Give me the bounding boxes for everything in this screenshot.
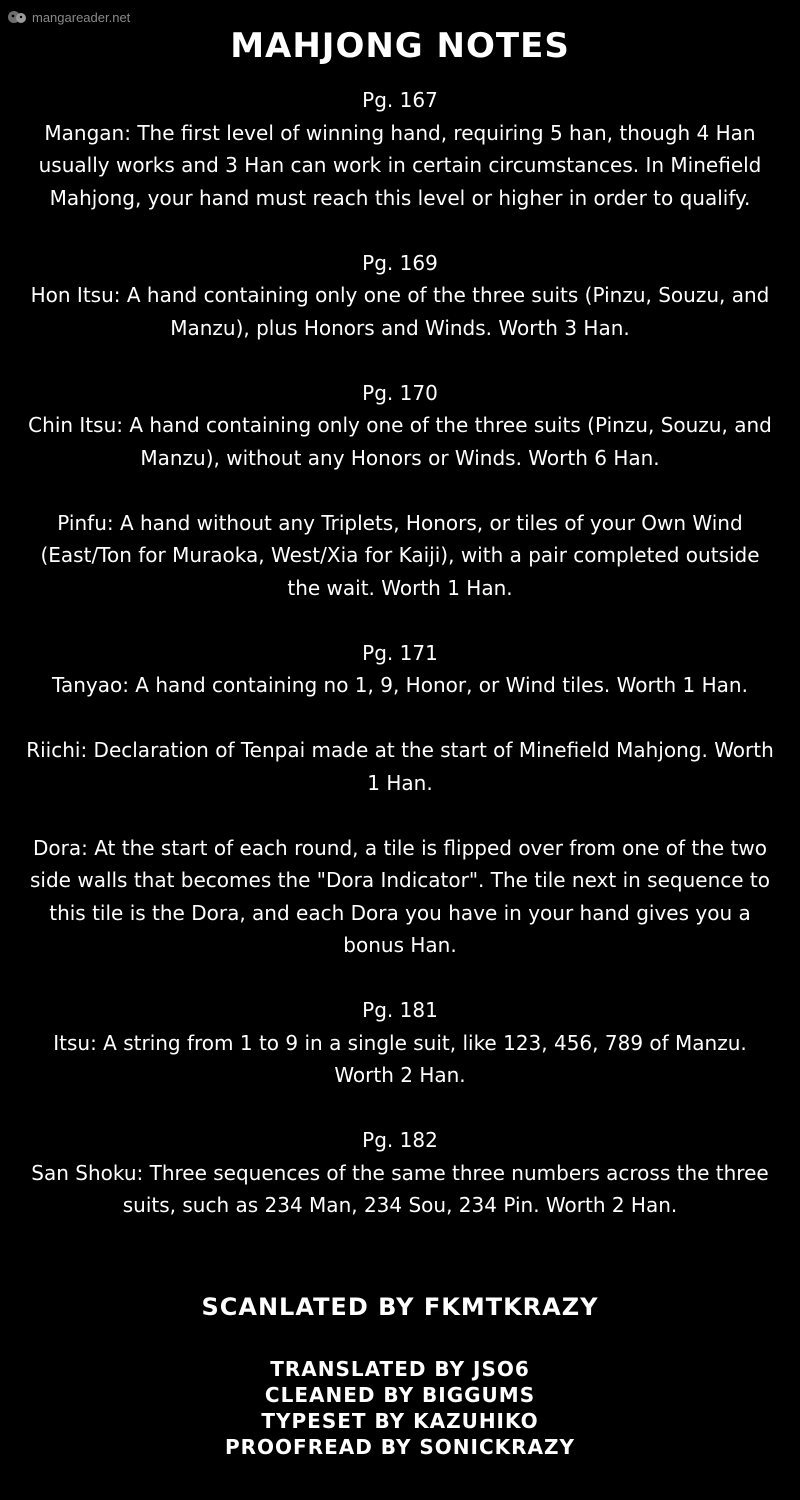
page-reference: Pg. 167 (362, 88, 438, 112)
section-gap (24, 962, 776, 995)
glossary-entry: Itsu: A string from 1 to 9 in a single suit, like 123, 456, 789 of Manzu. Worth 2 Han. (53, 1030, 747, 1087)
section-gap (24, 214, 776, 247)
section-gap (24, 1092, 776, 1125)
glossary-entry: Riichi: Declaration of Tenpai made at the start of Minefield Mahjong. Worth 1 Han. (26, 738, 774, 795)
watermark-text: mangareader.net (32, 9, 131, 25)
credits-heading: SCANLATED BY FKMTKRAZY (201, 1293, 599, 1321)
credits-list (0, 1356, 800, 1460)
entry-gap (24, 702, 776, 735)
section-gap (24, 604, 776, 637)
glossary-entry: San Shoku: Three sequences of the same three numbers across the three suits, such as 234 Man, 234 Sou, 234 Pin. Worth 2 Han. (31, 1160, 769, 1217)
page-reference: Pg. 171 (362, 640, 438, 665)
page-title: MAHJONG NOTES (230, 26, 570, 66)
credit-line: TYPESET BY KAZUHIKO (261, 1409, 539, 1433)
credit-line: CLEANED BY BIGGUMS (264, 1383, 536, 1407)
credit-line: TRANSLATED BY JSO6 (270, 1357, 530, 1381)
glossary-entry: Pinfu: A hand without any Triplets, Honors, or tiles of your Own Wind (East/Ton for Muraoka, West/Xia for Kaiji), with a pair completed outside the wait. Worth 1 Han. (40, 510, 760, 600)
credit-line: PROOFREAD BY SONICKRAZY (224, 1435, 576, 1459)
glossary-entry: Hon Itsu: A hand containing only one of the three suits (Pinzu, Souzu, and Manzu), plus Honors and Winds. Worth 3 Han. (30, 283, 770, 340)
glossary-entry: Dora: At the start of each round, a tile is flipped over from one of the two side walls that becomes the "Dora Indicator". The tile next in sequence to this tile is the Dora, and each Dora you have in your hand gives you a bonus Han. (30, 835, 770, 957)
page-reference: Pg. 182 (362, 1128, 438, 1152)
page-reference: Pg. 170 (362, 380, 438, 405)
glossary-entry: Chin Itsu: A hand containing only one of the three suits (Pinzu, Souzu, and Manzu), without any Honors or Winds. Worth 6 Han. (28, 413, 772, 470)
glossary-entry: Mangan: The first level of winning hand, requiring 5 han, though 4 Han usually works and 3 Han can work in certain circumstances. In Minefield Mahjong, your hand must reach this level or higher in order to qualify. (38, 120, 762, 210)
section-gap (24, 344, 776, 377)
entry-gap (24, 799, 776, 832)
manga-logo-icon (6, 9, 28, 25)
page-reference: Pg. 169 (362, 250, 438, 275)
notes-list (24, 84, 776, 1222)
entry-gap (24, 474, 776, 507)
glossary-entry: Tanyao: A hand containing no 1, 9, Honor, or Wind tiles. Worth 1 Han. (52, 673, 748, 697)
page-reference: Pg. 181 (362, 998, 438, 1022)
